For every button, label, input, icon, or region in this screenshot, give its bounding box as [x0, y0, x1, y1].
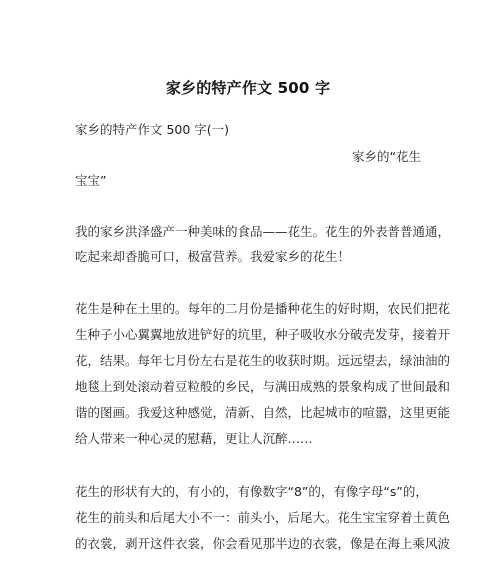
paragraph-3-line-2: 花生的前头和后尾大小不一：前头小，后尾大。花生宝宝穿着土黄色 — [75, 510, 451, 525]
paragraph-1-line-2: 吃起来却香脆可口，极富营养。我爱家乡的花生！ — [75, 249, 351, 264]
paragraph-2-line-5: 谐的图画。我爱这种感觉，清新、自然，比起城市的喧嚣，这里更能 — [75, 405, 451, 420]
paragraph-1-line-1: 我的家乡洪泽盛产一种美味的食品——花生。花生的外表普普通通， — [75, 224, 451, 239]
essay-title-line-2: 宝宝” — [75, 173, 107, 188]
essay-title-line-1: 家乡的“花生 — [352, 149, 421, 164]
document-title: 家乡的特产作文 500 字 — [165, 79, 331, 97]
paragraph-2-line-6: 给人带来一种心灵的慰藉，更让人沉醉…… — [75, 431, 313, 446]
paragraph-2-line-3: 花，结果。每年七月份左右是花生的收获时期。远远望去，绿油油的 — [75, 353, 451, 368]
paragraph-2-line-4: 地毯上到处滚动着豆粒般的乡民，与满田成熟的景象构成了世间最和 — [75, 379, 451, 394]
document-subtitle: 家乡的特产作文 500 字(一) — [75, 122, 230, 137]
paragraph-3-line-3: 的衣裳，剥开这件衣裳，你会看见那半边的衣裳，像是在海上乘风波 — [75, 536, 451, 551]
paragraph-2-line-1: 花生是种在土里的。每年的二月份是播种花生的好时期，农民们把花 — [75, 301, 451, 316]
paragraph-2-line-2: 生种子小心翼翼地放进铲好的坑里，种子吸收水分破壳发芽，接着开 — [75, 327, 451, 342]
paragraph-3-line-1: 花生的形状有大的，有小的，有像数字“8”的，有像字母“s”的， — [75, 484, 428, 499]
